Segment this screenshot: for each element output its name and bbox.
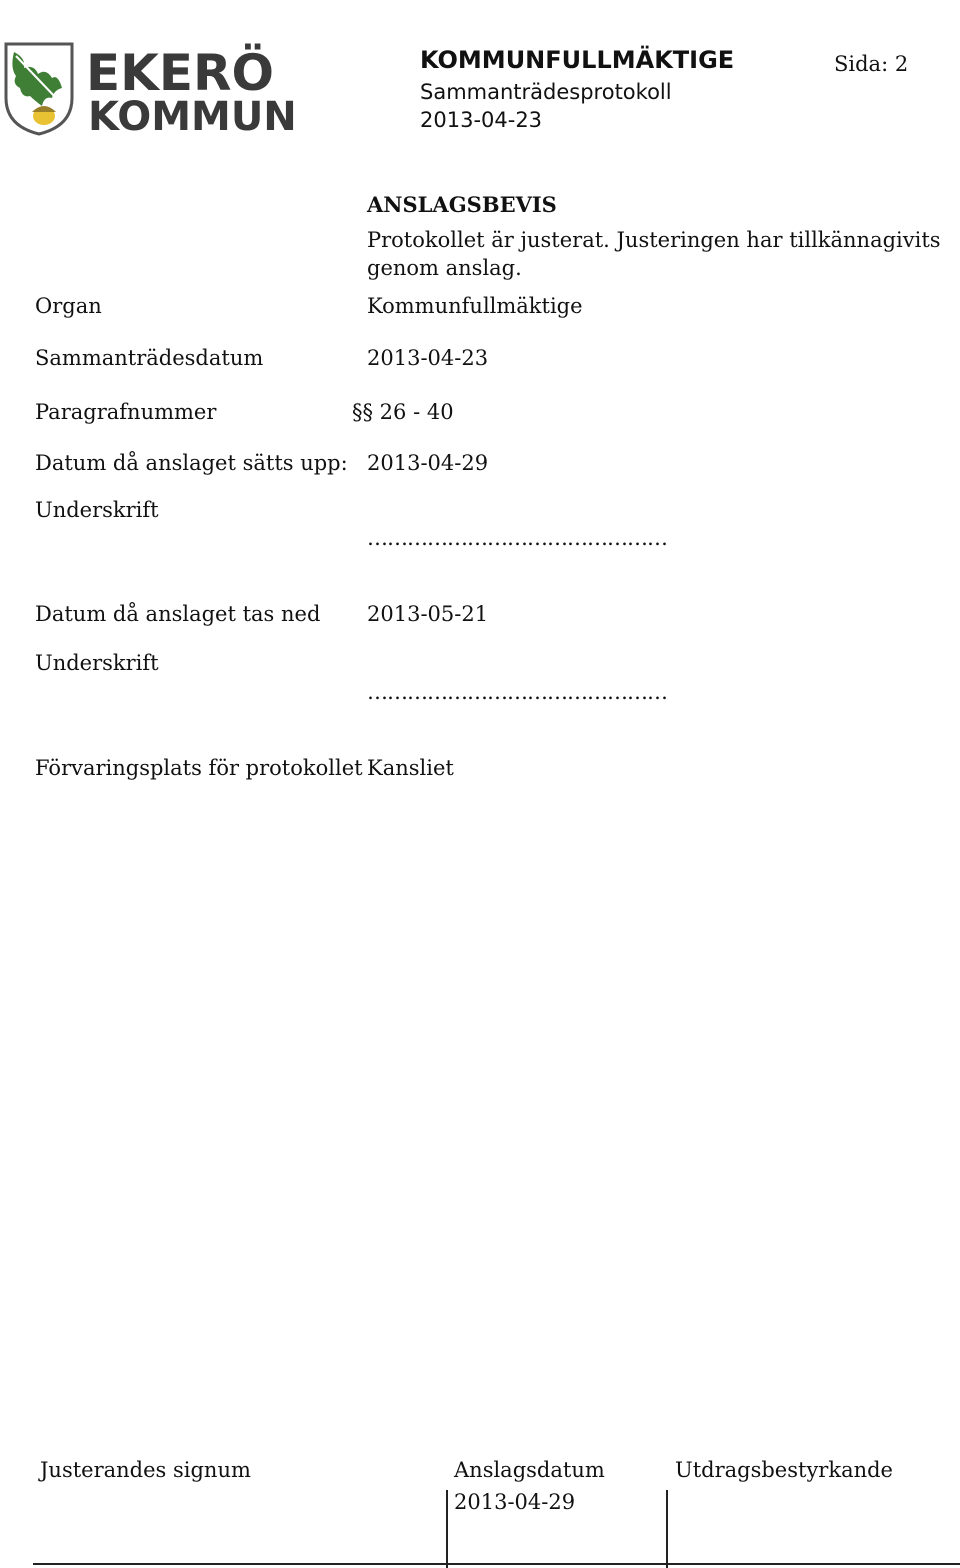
sammantradesdatum-value: 2013-04-23 (367, 346, 489, 370)
anslagsdatum-value: 2013-04-29 (454, 1490, 576, 1514)
footer-divider-1 (446, 1490, 448, 1568)
header-subtitle: Sammanträdesprotokoll (420, 80, 672, 104)
justerandes-signum-label: Justerandes signum (40, 1458, 251, 1482)
paragrafnummer-value: §§ 26 - 40 (352, 400, 454, 424)
forvaringsplats-label: Förvaringsplats för protokollet (35, 756, 363, 780)
page-number: Sida: 2 (834, 52, 909, 76)
sammantradesdatum-label: Sammanträdesdatum (35, 346, 264, 370)
utdragsbestyrkande-label: Utdragsbestyrkande (675, 1458, 893, 1482)
footer-divider-2 (666, 1490, 668, 1568)
paragrafnummer-label: Paragrafnummer (35, 400, 217, 424)
svg-text:KOMMUN: KOMMUN (88, 94, 297, 140)
underskrift-2-line: ……………………………………… (367, 680, 667, 704)
organ-label: Organ (35, 294, 102, 318)
anslagsbevis-title: ANSLAGSBEVIS (367, 192, 557, 217)
footer-bottom-line (33, 1563, 960, 1565)
underskrift-1-line: ……………………………………… (367, 526, 667, 550)
ekero-kommun-logo (0, 38, 297, 140)
organ-value: Kommunfullmäktige (367, 294, 583, 318)
anslag-ned-value: 2013-05-21 (367, 602, 489, 626)
svg-text:EKERÖ: EKERÖ (86, 44, 275, 102)
anslag-ned-label: Datum då anslaget tas ned (35, 602, 321, 626)
underskrift-2-label: Underskrift (35, 651, 159, 675)
underskrift-1-label: Underskrift (35, 498, 159, 522)
header-title: KOMMUNFULLMÄKTIGE (420, 46, 735, 74)
forvaringsplats-value: Kansliet (367, 756, 454, 780)
anslagsdatum-label: Anslagsdatum (454, 1458, 605, 1482)
anslag-upp-value: 2013-04-29 (367, 451, 489, 475)
header-date: 2013-04-23 (420, 108, 543, 132)
oak-leaf-shield-icon (0, 38, 297, 140)
footer (0, 1440, 960, 1568)
anslag-upp-label: Datum då anslaget sätts upp: (35, 451, 348, 475)
anslagsbevis-text: Protokollet är justerat. Justeringen har tillkännagivits genom anslag. (367, 228, 941, 280)
